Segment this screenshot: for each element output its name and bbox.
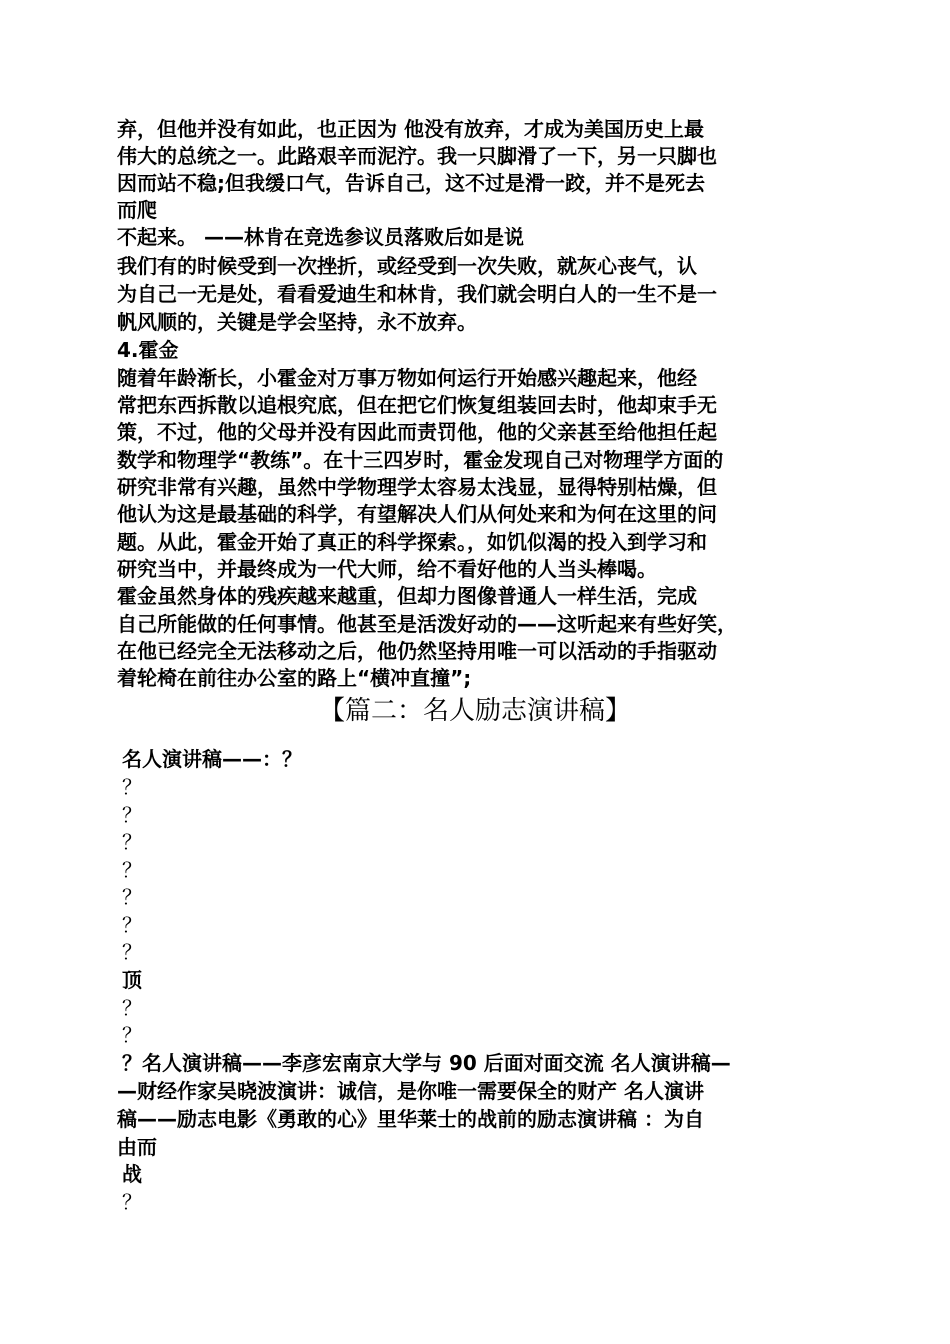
text-line: 为自己一无是处，看看爱迪生和林肯，我们就会明白人的一生不是一 <box>117 282 717 306</box>
placeholder-mark: ？ <box>122 1023 142 1047</box>
placeholder-mark: ？ <box>122 775 142 799</box>
text-line: 不起来。 ——林肯在竞选参议员落败后如是说 <box>117 225 524 249</box>
text-line: 自己所能做的任何事情。他甚至是活泼好动的——这听起来有些好笑， <box>117 612 737 636</box>
speech-list-title: 名人演讲稿——：？ <box>122 747 302 771</box>
placeholder-mark: ？ <box>122 858 142 882</box>
text-line: 常把东西拆散以追根究底，但在把它们恢复组装回去时，他却束手无 <box>117 393 717 417</box>
placeholder-mark: ？ <box>122 885 142 909</box>
placeholder-mark: ？ <box>122 996 142 1020</box>
text-line: 弃，但他并没有如此，也正因为 他没有放弃，才成为美国历史上最 <box>117 117 704 141</box>
text-line-ding: 顶 <box>122 968 142 992</box>
text-line: 他认为这是最基础的科学，有望解决人们从何处来和为何在这里的问 <box>117 502 717 526</box>
placeholder-mark: ？ <box>122 940 142 964</box>
placeholder-mark: ？ <box>122 913 142 937</box>
text-line: 数学和物理学“教练”。在十三四岁时，霍金发现自己对物理学方面的 <box>117 448 724 472</box>
text-line: 研究非常有兴趣，虽然中学物理学太容易太浅显，显得特别枯燥，但 <box>117 475 717 499</box>
text-line: 霍金虽然身体的残疾越来越重，但却力图像普通人一样生活，完成 <box>117 584 697 608</box>
text-line: 由而 <box>117 1135 157 1159</box>
text-line: 而爬 <box>117 198 157 222</box>
text-line: 随着年龄渐长，小霍金对万事万物如何运行开始感兴趣起来，他经 <box>117 366 697 390</box>
text-line: ？名人演讲稿——李彦宏南京大学与 90 后面对面交流 名人演讲稿— <box>122 1051 731 1075</box>
text-line: 我们有的时候受到一次挫折，或经受到一次失败，就灰心丧气，认 <box>117 254 697 278</box>
text-line: 策，不过，他的父母并没有因此而责罚他，他的父亲甚至给他担任起 <box>117 420 717 444</box>
placeholder-mark: ？ <box>122 803 142 827</box>
placeholder-mark: ？ <box>122 1190 142 1214</box>
section-heading-hawking: 4.霍金 <box>117 338 179 362</box>
text-line: 研究当中，并最终成为一代大师，给不看好他的人当头棒喝。 <box>117 557 657 581</box>
text-line: —财经作家吴晓波演讲：诚信，是你唯一需要保全的财产 名人演讲 <box>117 1079 704 1103</box>
text-line: 题。从此，霍金开始了真正的科学探索。，如饥似渴的投入到学习和 <box>117 530 707 554</box>
text-line: 战 <box>122 1162 142 1186</box>
text-line: 稿——励志电影《勇敢的心》里华莱士的战前的励志演讲稿 ：为自 <box>117 1107 704 1131</box>
placeholder-mark: ？ <box>122 830 142 854</box>
text-line: 帆风顺的，关键是学会坚持，永不放弃。 <box>117 310 477 334</box>
text-line: 伟大的总统之一。此路艰辛而泥泞。我一只脚滑了一下，另一只脚也 <box>117 144 717 168</box>
text-line: 因而站不稳;但我缓口气，告诉自己，这不过是滑一跤，并不是死去 <box>117 171 705 195</box>
text-line: 在他已经完全无法移动之后，他仍然坚持用唯一可以活动的手指驱动 <box>117 639 717 663</box>
text-line: 着轮椅在前往办公室的路上“横冲直撞”; <box>117 666 472 690</box>
section-title: 【篇二：名人励志演讲稿】 <box>318 696 631 726</box>
